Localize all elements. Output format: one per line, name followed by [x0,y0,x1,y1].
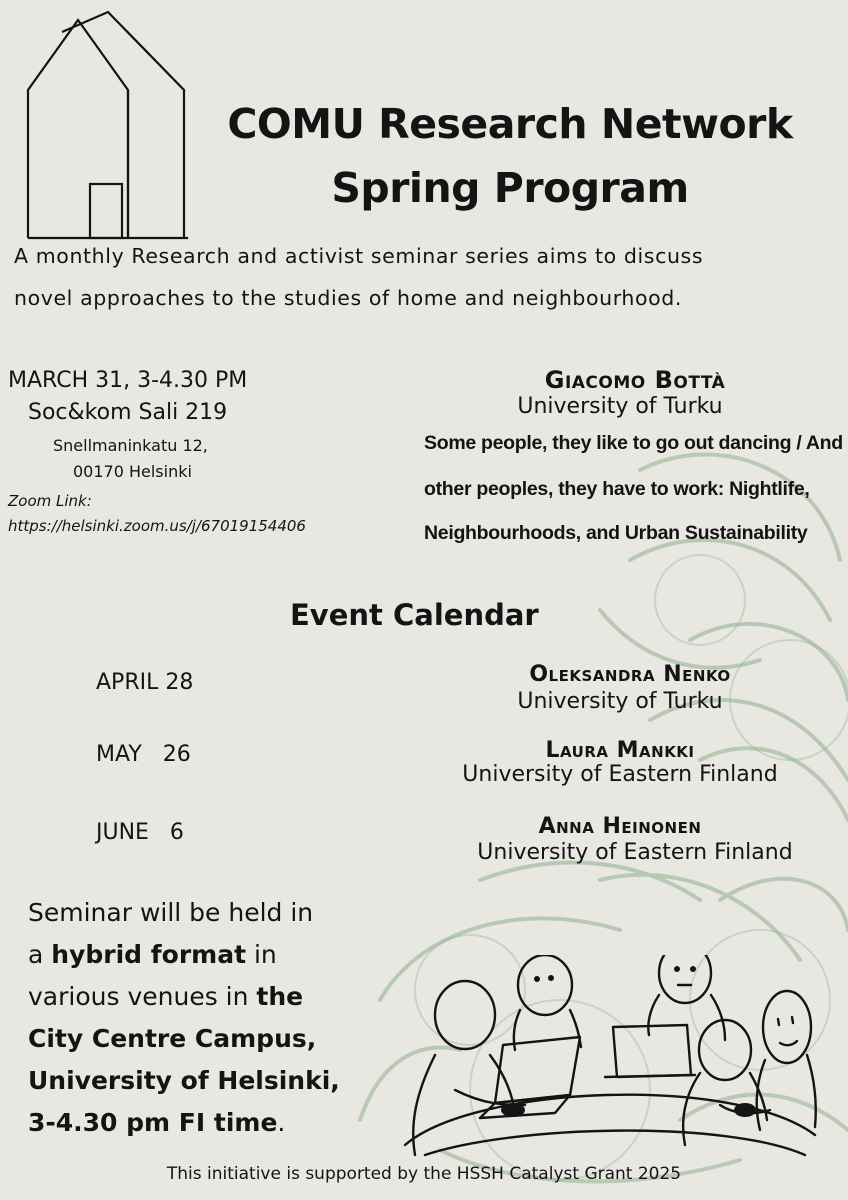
calendar-event-speaker: Laura Mankki [545,738,695,763]
calendar-event-date: JUNE 6 [96,820,184,845]
format-note-text: . [277,1108,286,1137]
title-line-2: Spring Program [331,164,689,212]
calendar-event-affiliation: University of Eastern Finland [462,762,778,787]
talk-title-line-3: Neighbourhoods, and Urban Sustainability [424,522,808,544]
format-note-line [28,1102,340,1144]
format-note-emphasis: the [256,982,304,1011]
format-note-emphasis: City Centre Campus, [28,1024,317,1053]
format-note-line [28,1060,340,1102]
first-event-city: 00170 Helsinki [73,462,192,481]
format-note-text: various venues in [28,982,257,1011]
people-at-table-illustration [395,955,825,1165]
format-note-text: in [246,940,277,969]
format-note-emphasis: hybrid format [51,940,247,969]
house-outline-logo [22,8,192,240]
first-event-street: Snellmaninkatu 12, [53,436,208,455]
zoom-link[interactable]: https://helsinki.zoom.us/j/67019154406 [8,517,306,535]
calendar-heading: Event Calendar [290,598,539,632]
format-note-line: Seminar will be held in [28,898,314,927]
format-note-emphasis: University of Helsinki, [28,1066,340,1095]
first-event-room: Soc&kom Sali 219 [28,400,228,425]
format-note-text: a [28,940,52,969]
zoom-label: Zoom Link: [8,492,92,510]
title-line-1: COMU Research Network [227,100,793,148]
format-note [28,892,340,1144]
first-event-speaker: Giacomo Bottà [544,366,726,394]
calendar-event-affiliation: University of Turku [517,689,723,714]
first-event-affiliation: University of Turku [517,394,723,419]
calendar-event-affiliation: University of Eastern Finland [477,840,793,865]
calendar-event-speaker: Anna Heinonen [538,814,702,839]
calendar-event-date: APRIL 28 [96,670,194,695]
format-note-emphasis: 3-4.30 pm FI time [28,1108,278,1137]
first-event-date: MARCH 31, 3-4.30 PM [8,368,248,393]
format-note-line [28,976,340,1018]
talk-title-line-2: other peoples, they have to work: Nightlife, [424,478,810,500]
calendar-event-speaker: Oleksandra Nenko [529,662,731,687]
format-note-line [28,1018,340,1060]
format-note-line [28,934,340,976]
calendar-event-date: MAY 26 [96,742,191,767]
intro-line-1: A monthly Research and activist seminar series aims to discuss [14,244,704,268]
footer-acknowledgement: This initiative is supported by the HSSH Catalyst Grant 2025 [166,1164,682,1184]
intro-line-2: novel approaches to the studies of home and neighbourhood. [14,286,683,310]
talk-title-line-1: Some people, they like to go out dancing / And [424,432,843,454]
